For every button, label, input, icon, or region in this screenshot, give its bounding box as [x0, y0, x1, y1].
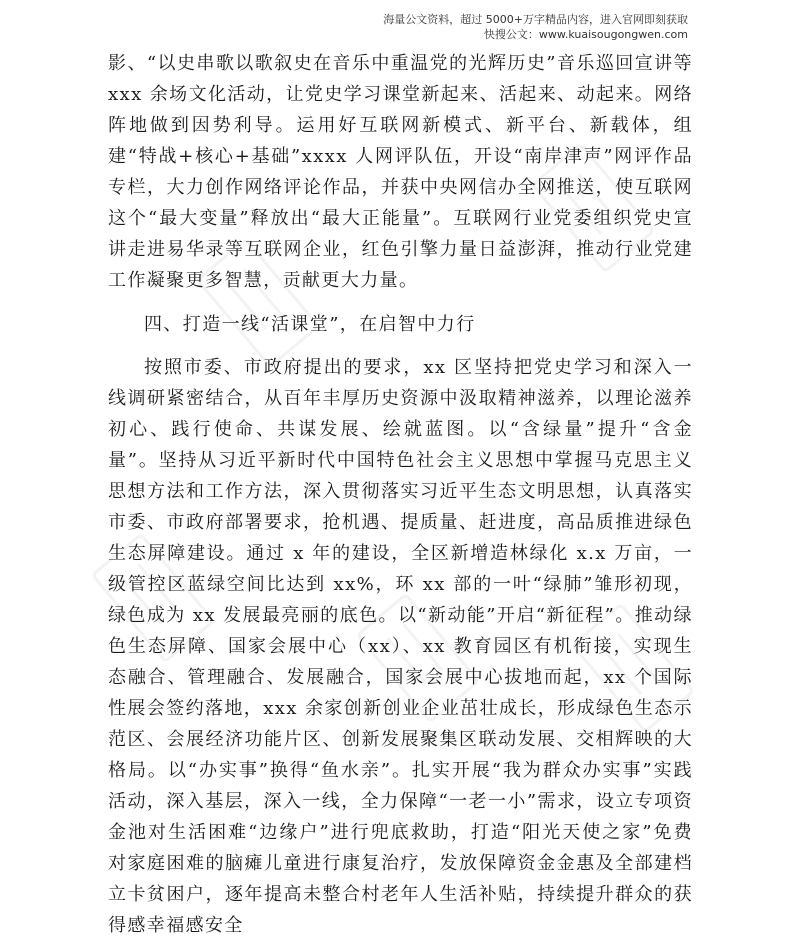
header-website-link[interactable]: 快搜公文：www.kuaisougongwen.com	[483, 28, 688, 41]
header-promo-text: 海量公文资料，超过 5000+万字精品内容，进入官网即刻获取	[383, 13, 688, 26]
document-body	[108, 48, 693, 941]
page-header	[383, 12, 688, 42]
section-heading: 四、打造一线“活课堂”，在启智中力行	[144, 314, 476, 335]
body-paragraph-2: 按照市委、市政府提出的要求，xx 区坚持把党史学习和深入一线调研紧密结合，从百年丰厚历史资源中汲取精神滋养，以理论滋养初心、践行使命、共谋发展、绘就蓝图。以“含绿量”提升“含金量”。坚持从习近平新时代中国特色社会主义思想中掌握马克思主义思想方法和工作方法，深入贯彻落实习近平生态文明思想，认真落实市委、市政府部署要求，抢机遇、提质量、赶进度，高品质推进绿色生态屏障建设。通过 x 年的建设，全区新增造林绿化 x.x 万亩，一级管控区蓝绿空间比达到 xx%，环 xx 部的一叶“绿肺”雏形初现， 绿色成为 xx 发展最亮丽的底色。以“新动能”开启“新征程”。推动绿色生态屏障、国家会展中心（xx）、xx 教育园区有机衔接，实现生态融合、管理融合、发展融合，国家会展中心拔地而起，xx 个国际性展会签约落地，xxx 余家创新创业企业茁壮成长，形成绿色生态示范区、会展经济功能片区、创新发展聚集区联动发展、交相辉映的大格局。以“办实事”换得“鱼水亲”。扎实开展“我为群众办实事”实践活动，深入基层，深入一线，全力保障“一老一小”需求，设立专项资金池对生活困难“边缘户”进行兜底救助，打造“阳光天使之家”免费对家庭困难的脑瘫儿童进行康复治疗，发放保障资金金惠及全部建档立卡贫困户，逐年提高未整合村老年人生活补贴，持续提升群众的获得感幸福感安全	[108, 357, 693, 936]
body-paragraph-1: 影、“以史串歌以歌叙史在音乐中重温党的光辉历史”音乐巡回宣讲等 xxx 余场文化活动，让党史学习课堂新起来、活起来、动起来。网络阵地做到因势利导。运用好互联网新模式、新平台、新载体，组建“特战+核心+基础”xxxx 人网评队伍，开设“南岸津声”网评作品专栏，大力创作网络评论作品，并获中央网信办全网推送，使互联网这个“最大变量”释放出“最大正能量”。互联网行业党委组织党史宣讲走进易华录等互联网企业，红色引擎力量日益澎湃，推动行业党建工作凝聚更多智慧，贡献更大力量。	[108, 53, 693, 291]
